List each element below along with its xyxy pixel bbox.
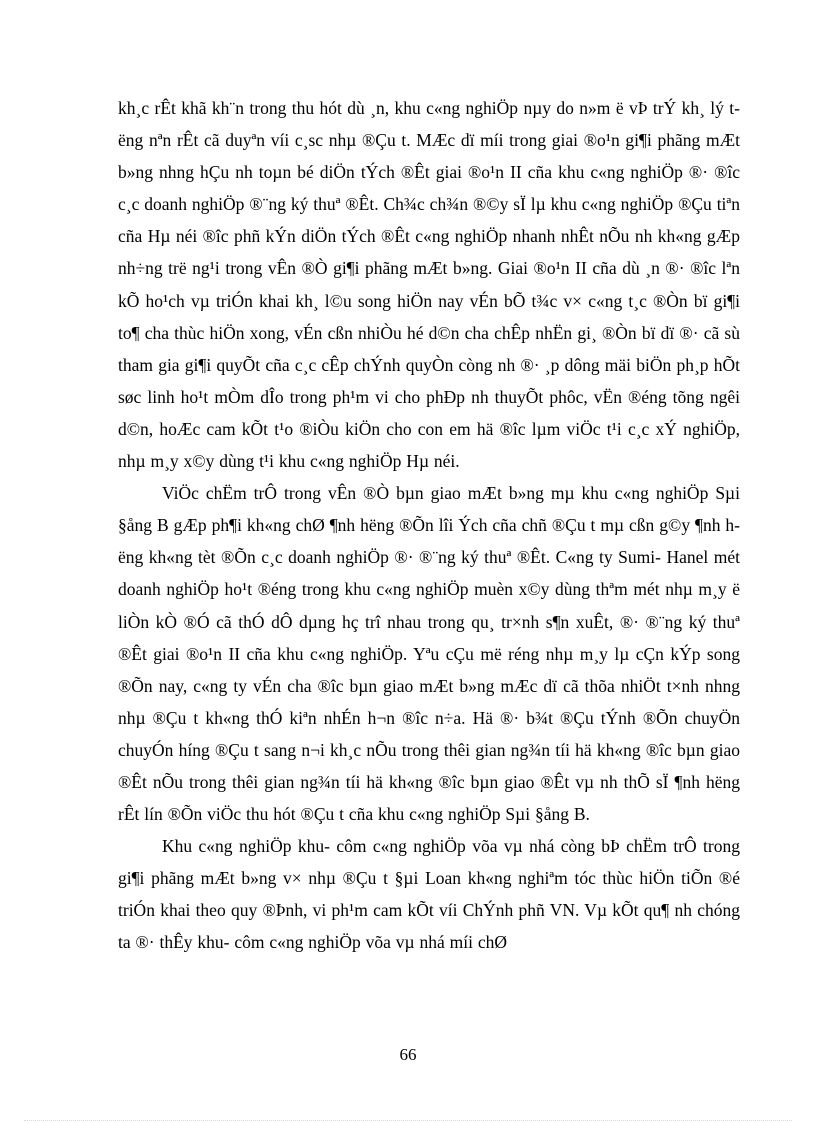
- paragraph-3: Khu c«ng nghiÖp khu- côm c«ng nghiÖp võa vµ nhá còng bÞ chËm trÔ trong gi¶i phãng mÆt b»ng v× nhµ ®Çu t §µi Loan kh«ng nghiªm tóc thùc hiÖn tiÕn ®é triÓn khai theo quy ®Þnh, vi ph¹m cam kÕt víi ChÝnh phñ VN. Vµ kÕt qu¶ nh chóng ta ®· thÊy khu- côm c«ng nghiÖp võa vµ nhá míi chØ: [118, 836, 740, 953]
- paragraph-2: ViÖc chËm trÔ trong vÊn ®Ò bµn giao mÆt b»ng mµ khu c«ng nghiÖp Sµi §ång B gÆp ph¶i kh«ng chØ ¶nh hëng ®Õn lîi Ých cña chñ ®Çu t mµ cßn g©y ¶nh hëng kh«ng tèt ®Õn c¸c doanh nghiÖp ®· ®¨ng ký thuª ®Êt. C«ng ty Sumi- Hanel mét doanh nghiÖp ho¹t ®éng trong khu c«ng nghiÖp muèn x©y dùng thªm mét nhµ m¸y ë liÒn kÒ ®Ó cã thÓ dÔ dµng hç trî nhau trong qu¸ tr×nh s¶n xuÊt, ®· ®¨ng ký thuª ®Êt giai ®o¹n II cña khu c«ng nghiÖp. Yªu cÇu më réng nhµ m¸y lµ cÇn kÝp song ®Õn nay, c«ng ty vÉn cha ®îc bµn giao mÆt b»ng mÆc dï cã thõa nhiÖt t×nh nhng nhµ ®Çu t kh«ng thÓ kiªn nhÉn h¬n ®îc n÷a. Hä ®· b¾t ®Çu tÝnh ®Õn chuyÖn chuyÓn híng ®Çu t sang n¬i kh¸c nÕu trong thêi gian ng¾n tíi hä kh«ng ®îc bµn giao ®Êt nÕu trong thêi gian ng¾n tíi hä kh«ng ®îc bµn giao ®Êt vµ nh thÕ sÏ ¶nh hëng rÊt lín ®Õn viÖc thu hót ®Çu t cña khu c«ng nghiÖp Sµi §ång B.: [118, 483, 740, 825]
- paragraph-1: kh¸c rÊt khã kh¨n trong thu hót dù ¸n, khu c«ng nghiÖp nµy do n»m ë vÞ trÝ kh¸ lý tëng nªn rÊt cã duyªn víi c¸sc nhµ ®Çu t. MÆc dï míi trong giai ®o¹n gi¶i phãng mÆt b»ng nhng hÇu nh toµn bé diÖn tÝch ®Êt giai ®o¹n II cña khu c«ng nghiÖp ®· ®îc c¸c doanh nghiÖp ®¨ng ký thuª ®Êt. Ch¾c ch¾n ®©y sÏ lµ khu c«ng nghiÖp ®Çu tiªn cña Hµ néi ®îc phñ kÝn diÖn tÝch ®Êt c«ng nghiÖp nhanh nhÊt nÕu nh kh«ng gÆp nh÷ng trë ng¹i trong vÊn ®Ò gi¶i phãng mÆt b»ng. Giai ®o¹n II cña dù ¸n ®· ®îc lªn kÕ ho¹ch vµ triÓn khai kh¸ l©u song hiÖn nay vÉn bÕ t¾c v× c«ng t¸c ®Òn bï gi¶i to¶ cha thùc hiÖn xong, vÉn cßn nhiÒu hé d©n cha chÊp nhËn gi¸ ®Òn bï dï ®· cã sù tham gia gi¶i quyÕt cña c¸c cÊp chÝnh quyÒn còng nh ®· ¸p dông mäi biÖn ph¸p hÕt søc linh ho¹t mÒm dÎo trong ph¹m vi cho phÐp nh thuyÕt phôc, vËn ®éng tõng ngêi d©n, hoÆc cam kÕt t¹o ®iÒu kiÖn cho con em hä ®îc lµm viÖc t¹i c¸c xÝ nghiÖp, nhµ m¸y x©y dùng t¹i khu c«ng nghiÖp Hµ néi.: [118, 98, 740, 472]
- body-text: [118, 92, 740, 959]
- page-bottom-divider: [24, 1120, 792, 1121]
- page-number: 66: [399, 1045, 417, 1064]
